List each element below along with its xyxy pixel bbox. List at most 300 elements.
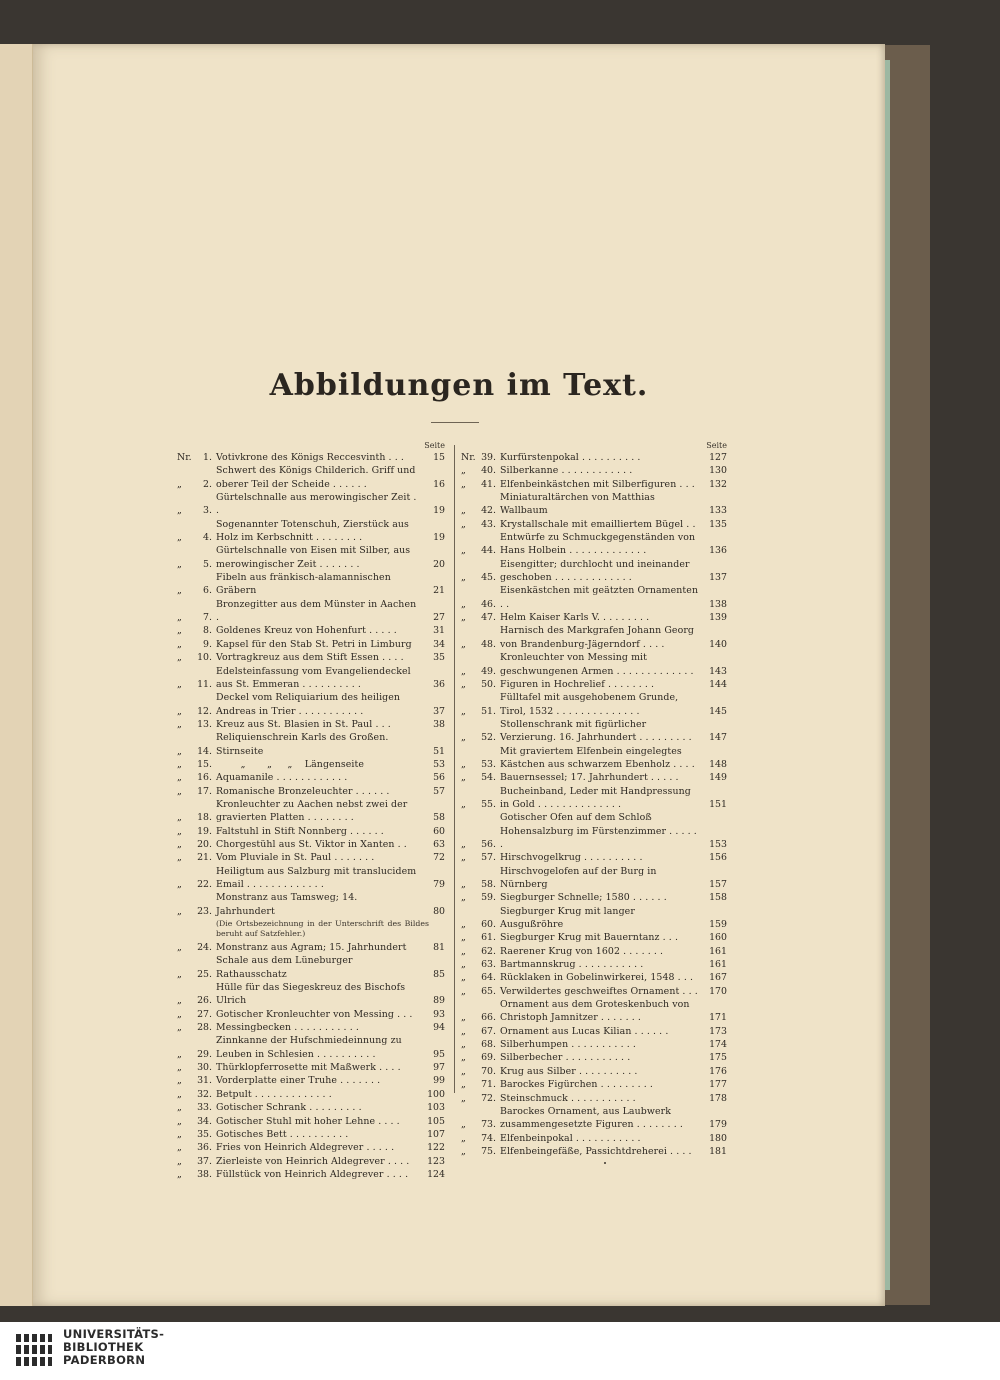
- entry-title: Siegburger Krug mit langer Ausgußröhre: [500, 905, 638, 931]
- entry-title: Gürtelschnalle von Eisen mit Silber, aus merowingischer Zeit . . . . . . .: [216, 545, 414, 570]
- toc-entry: [461, 718, 727, 745]
- entry-prefix: „: [461, 772, 466, 784]
- entry-prefix: „: [461, 1025, 466, 1037]
- entry-number: 6.: [203, 585, 212, 597]
- entry-number: 4.: [203, 532, 212, 544]
- entry-number: 29.: [197, 1048, 212, 1060]
- entry-prefix: „: [177, 718, 182, 730]
- entry-prefix: „: [177, 585, 182, 597]
- right-column: [461, 440, 727, 1158]
- entry-page: 178: [709, 1092, 727, 1104]
- entry-page: 161: [709, 959, 727, 971]
- entry-page: 144: [709, 678, 727, 690]
- entry-page: 93: [433, 1008, 445, 1020]
- entry-prefix: „: [461, 1052, 466, 1064]
- toc-entry: [177, 941, 445, 954]
- entry-title: Chorgestühl aus St. Viktor in Xanten . .: [216, 838, 407, 850]
- entry-prefix: Nr.: [461, 452, 476, 463]
- entry-prefix: „: [177, 745, 182, 757]
- toc-entry: [461, 851, 727, 864]
- entry-prefix: „: [177, 825, 182, 837]
- entry-page: 157: [709, 879, 727, 890]
- entry-number: 12.: [197, 705, 212, 717]
- toc-entry: [177, 544, 445, 571]
- toc-entry: [177, 718, 445, 731]
- entry-title: Ornament aus dem Groteskenbuch von Christoph Jamnitzer . . . . . . .: [500, 999, 693, 1024]
- toc-entry: [461, 1065, 727, 1078]
- entry-title: Romanische Bronzeleuchter . . . . . .: [216, 785, 390, 797]
- toc-entry: [461, 1078, 727, 1091]
- entry-page: 100: [427, 1088, 445, 1100]
- entry-number: 1.: [203, 452, 212, 463]
- toc-entry: [177, 825, 445, 838]
- entry-prefix: „: [177, 905, 182, 917]
- entry-page: 136: [709, 545, 727, 557]
- entry-prefix: „: [461, 1119, 466, 1131]
- entry-page: 135: [709, 518, 727, 530]
- entry-number: 8.: [203, 625, 212, 637]
- entry-page: 159: [709, 919, 727, 931]
- entry-prefix: „: [177, 1062, 182, 1074]
- entry-number: 63.: [481, 959, 496, 971]
- entry-title: Bronzegitter aus dem Münster in Aachen .: [216, 598, 420, 624]
- entry-prefix: „: [461, 518, 466, 530]
- seite-header-left: Seite: [424, 441, 445, 450]
- entry-prefix: „: [177, 879, 182, 890]
- entry-prefix: „: [461, 1039, 466, 1051]
- entry-page: 177: [709, 1079, 727, 1091]
- toc-entry: [177, 1061, 445, 1074]
- toc-entry: [461, 785, 727, 812]
- entry-title: Steinschmuck . . . . . . . . . . .: [500, 1092, 636, 1104]
- entry-number: 55.: [481, 798, 496, 810]
- entry-page: 20: [433, 558, 445, 570]
- logo-line-3: PADERBORN: [63, 1353, 146, 1367]
- column-divider: [454, 445, 455, 1093]
- entry-number: 45.: [481, 572, 496, 584]
- entry-page: 103: [427, 1102, 445, 1114]
- entry-page: 170: [709, 985, 727, 997]
- entry-page: 63: [433, 838, 445, 850]
- entry-number: 50.: [481, 678, 496, 690]
- entry-title: Kronleuchter von Messing mit geschwungenen Armen . . . . . . . . . . . . .: [500, 652, 694, 677]
- entry-page: 130: [709, 465, 727, 477]
- entry-title: Monstranz aus Tamsweg; 14. Jahrhundert: [216, 892, 361, 917]
- toc-entry: [177, 1168, 445, 1181]
- toc-entry: [461, 865, 727, 892]
- entry-title: Kapsel für den Stab St. Petri in Limburg: [216, 638, 412, 650]
- entry-prefix: „: [177, 758, 182, 770]
- entry-number: 35.: [197, 1128, 212, 1140]
- entry-page: 16: [433, 478, 445, 490]
- entry-page: 38: [433, 718, 445, 730]
- entry-title: Vom Pluviale in St. Paul . . . . . . .: [216, 852, 375, 864]
- entry-page: 179: [709, 1119, 727, 1131]
- entry-number: 51.: [481, 705, 496, 717]
- toc-entry: [461, 451, 727, 464]
- entry-prefix: „: [177, 852, 182, 864]
- entry-number: 67.: [481, 1025, 496, 1037]
- entry-title: Betpult . . . . . . . . . . . . .: [216, 1088, 332, 1100]
- entry-title: Gotischer Schrank . . . . . . . . .: [216, 1102, 362, 1114]
- entry-page: 85: [433, 968, 445, 980]
- entry-number: 58.: [481, 879, 496, 890]
- toc-entry: [177, 1115, 445, 1128]
- entry-title: Zierleiste von Heinrich Aldegrever . . . .: [216, 1155, 410, 1167]
- entry-number: 59.: [481, 892, 496, 904]
- entry-title: Kreuz aus St. Blasien in St. Paul . . .: [216, 718, 391, 730]
- toc-entry: [461, 1145, 727, 1158]
- entry-page: 143: [709, 665, 727, 677]
- entry-prefix: „: [461, 758, 466, 770]
- toc-entry: [177, 785, 445, 798]
- entry-title: Gotischer Stuhl mit hoher Lehne . . . .: [216, 1115, 400, 1127]
- entry-page: 97: [433, 1062, 445, 1074]
- entry-number: 9.: [203, 638, 212, 650]
- entry-number: 56.: [481, 838, 496, 850]
- entry-title: Gotisches Bett . . . . . . . . . .: [216, 1128, 349, 1140]
- entry-page: 36: [433, 678, 445, 690]
- entry-prefix: „: [177, 678, 182, 690]
- entry-title: Fries von Heinrich Aldegrever . . . . .: [216, 1142, 395, 1154]
- entry-prefix: „: [461, 465, 466, 477]
- entry-title: Faltstuhl in Stift Nonnberg . . . . . .: [216, 825, 384, 837]
- entry-number: 42.: [481, 505, 496, 517]
- entry-title: Votivkrone des Königs Reccesvinth . . .: [216, 452, 404, 463]
- entry-title: Barockes Ornament, aus Laubwerk zusammengesetzte Figuren . . . . . . . .: [500, 1105, 683, 1131]
- entry-prefix: „: [461, 959, 466, 971]
- entry-page: 31: [433, 625, 445, 637]
- entry-number: 14.: [197, 745, 212, 757]
- toc-entry: [461, 1132, 727, 1145]
- entry-page: 79: [433, 879, 445, 890]
- entry-number: 20.: [197, 838, 212, 850]
- entry-prefix: „: [461, 1065, 466, 1077]
- entry-number: 61.: [481, 932, 496, 944]
- entry-number: 28.: [197, 1022, 212, 1034]
- entry-title: Helm Kaiser Karls V. . . . . . . . .: [500, 612, 650, 624]
- toc-entry: [461, 611, 727, 624]
- toc-entry: [177, 1141, 445, 1154]
- entry-number: 74.: [481, 1132, 496, 1144]
- entry-number: 30.: [197, 1062, 212, 1074]
- toc-entry: [461, 1038, 727, 1051]
- entry-page: 160: [709, 932, 727, 944]
- entry-title: Heiligtum aus Salzburg mit translucidem Email . . . . . . . . . . . . .: [216, 865, 420, 890]
- entry-page: 171: [709, 1012, 727, 1024]
- entry-prefix: „: [461, 505, 466, 517]
- entry-prefix: „: [177, 478, 182, 490]
- entry-page: 99: [433, 1075, 445, 1087]
- entry-title: Elfenbeinkästchen mit Silberfiguren . . .: [500, 478, 695, 490]
- entry-title: Figuren in Hochrelief . . . . . . . .: [500, 678, 655, 690]
- entry-page: 15: [433, 452, 445, 463]
- page-title: Abbildungen im Text.: [269, 368, 649, 403]
- entry-page: 140: [709, 638, 727, 650]
- entry-page: 147: [709, 732, 727, 744]
- entry-number: 7.: [203, 612, 212, 624]
- entry-number: 64.: [481, 972, 496, 984]
- toc-entry: [461, 745, 727, 772]
- toc-entry: [461, 491, 727, 518]
- entry-prefix: „: [461, 932, 466, 944]
- entry-title: Silberhumpen . . . . . . . . . . .: [500, 1039, 636, 1051]
- entry-prefix: „: [177, 1048, 182, 1060]
- entry-page: 176: [709, 1065, 727, 1077]
- entry-title: Eisengitter; durchlocht und ineinander geschoben . . . . . . . . . . . . .: [500, 558, 693, 584]
- entry-page: 167: [709, 972, 727, 984]
- entry-page: 161: [709, 945, 727, 957]
- entry-title: Schwert des Königs Childerich. Griff und oberer Teil der Scheide . . . . . .: [216, 465, 419, 490]
- toc-entry: [461, 971, 727, 984]
- entry-page: 138: [709, 598, 727, 610]
- entry-prefix: „: [177, 532, 182, 544]
- entry-number: 53.: [481, 758, 496, 770]
- toc-entry: [461, 478, 727, 491]
- entry-number: 3.: [203, 505, 212, 517]
- entry-page: 123: [427, 1155, 445, 1167]
- entry-prefix: „: [177, 968, 182, 980]
- entry-number: 2.: [203, 478, 212, 490]
- entry-page: 72: [433, 852, 445, 864]
- entry-prefix: Nr.: [177, 452, 192, 463]
- entry-title: Hirschvogelkrug . . . . . . . . . .: [500, 852, 643, 864]
- entry-prefix: „: [461, 892, 466, 904]
- entry-page: 173: [709, 1025, 727, 1037]
- entry-prefix: „: [461, 798, 466, 810]
- entry-page: 37: [433, 705, 445, 717]
- entry-page: 19: [433, 532, 445, 544]
- entry-title: Siegburger Krug mit Bauerntanz . . .: [500, 932, 679, 944]
- entry-number: 11.: [197, 678, 212, 690]
- entry-number: 48.: [481, 638, 496, 650]
- entry-page: 56: [433, 772, 445, 784]
- book-page: [33, 44, 885, 1306]
- toc-entry: [461, 1092, 727, 1105]
- entry-number: 13.: [197, 718, 212, 730]
- entry-page: 27: [433, 612, 445, 624]
- toc-entry: [177, 731, 445, 758]
- entry-prefix: „: [177, 1115, 182, 1127]
- entry-number: 18.: [197, 812, 212, 824]
- entry-page: 81: [433, 942, 445, 954]
- entry-prefix: „: [177, 1102, 182, 1114]
- entry-prefix: „: [177, 995, 182, 1007]
- entry-title: Ornament aus Lucas Kilian . . . . . .: [500, 1025, 669, 1037]
- entry-prefix: „: [177, 1075, 182, 1087]
- entry-number: 5.: [203, 558, 212, 570]
- library-logo-icon: [14, 1330, 54, 1370]
- entry-page: 60: [433, 825, 445, 837]
- entry-page: 95: [433, 1048, 445, 1060]
- entry-prefix: „: [177, 1022, 182, 1034]
- entry-title: Edelsteinfassung vom Evangeliendeckel aus St. Emmeran . . . . . . . . . .: [216, 665, 414, 690]
- toc-entry: [177, 1008, 445, 1021]
- toc-entry: [177, 771, 445, 784]
- entry-number: 70.: [481, 1065, 496, 1077]
- previous-page-edge: [0, 44, 33, 1306]
- entry-title: Fibeln aus fränkisch-alamannischen Gräbern: [216, 572, 394, 597]
- entry-page: 180: [709, 1132, 727, 1144]
- entry-prefix: „: [461, 1079, 466, 1091]
- entry-number: 41.: [481, 478, 496, 490]
- toc-entry: [177, 851, 445, 864]
- toc-entry: [461, 998, 727, 1025]
- entry-page: 34: [433, 638, 445, 650]
- entry-prefix: „: [461, 919, 466, 931]
- entry-title: Gotischer Ofen auf dem Schloß Hohensalzburg im Fürstenzimmer . . . . . .: [500, 812, 700, 850]
- entry-number: 44.: [481, 545, 496, 557]
- entry-page: 139: [709, 612, 727, 624]
- entry-number: 47.: [481, 612, 496, 624]
- entry-number: 75.: [481, 1145, 496, 1157]
- toc-entry: [461, 905, 727, 932]
- entry-prefix: „: [461, 665, 466, 677]
- entry-prefix: „: [461, 598, 466, 610]
- entry-page: 57: [433, 785, 445, 797]
- entry-number: 72.: [481, 1092, 496, 1104]
- entry-prefix: „: [177, 785, 182, 797]
- entry-page: 89: [433, 995, 445, 1007]
- entry-page: 153: [709, 838, 727, 850]
- toc-entry: [461, 584, 727, 611]
- entry-number: 46.: [481, 598, 496, 610]
- entry-title: Krug aus Silber . . . . . . . . . .: [500, 1065, 638, 1077]
- entry-title: Deckel vom Reliquiarium des heiligen Andreas in Trier . . . . . . . . . . .: [216, 692, 404, 717]
- toc-entry: [177, 954, 445, 981]
- entry-prefix: „: [177, 638, 182, 650]
- entry-title: Bucheinband, Leder mit Handpressung in Gold . . . . . . . . . . . . . .: [500, 785, 694, 810]
- toc-entry: [461, 811, 727, 851]
- entry-title: Gotischer Kronleuchter von Messing . . .: [216, 1008, 413, 1020]
- entry-number: 49.: [481, 665, 496, 677]
- entry-title: Krystallschale mit emailliertem Bügel . .: [500, 518, 696, 530]
- entry-number: 65.: [481, 985, 496, 997]
- entry-prefix: „: [461, 572, 466, 584]
- entry-title: Kronleuchter zu Aachen nebst zwei der gravierten Platten . . . . . . . .: [216, 798, 411, 824]
- toc-entry: [177, 891, 445, 918]
- entry-page: 133: [709, 505, 727, 517]
- entry-page: 181: [709, 1145, 727, 1157]
- entry-prefix: „: [177, 1142, 182, 1154]
- entry-prefix: „: [461, 985, 466, 997]
- entry-prefix: „: [461, 638, 466, 650]
- entry-title: Eisenkästchen mit geätzten Ornamenten . .: [500, 585, 702, 610]
- toc-entry: [177, 1021, 445, 1034]
- toc-entry: [177, 624, 445, 637]
- library-logo-text: [63, 1328, 164, 1367]
- entry-title: Kurfürstenpokal . . . . . . . . . .: [500, 452, 641, 463]
- toc-entry: [177, 638, 445, 651]
- left-column: [177, 440, 445, 1181]
- entry-prefix: „: [177, 705, 182, 717]
- entry-number: 24.: [197, 942, 212, 954]
- entry-number: 37.: [197, 1155, 212, 1167]
- entry-title: Füllstück von Heinrich Aldegrever . . . .: [216, 1168, 409, 1180]
- entry-page: 19: [433, 505, 445, 517]
- toc-entry: [177, 1155, 445, 1168]
- entry-page: 53: [433, 758, 445, 770]
- entry-title: Barockes Figürchen . . . . . . . . .: [500, 1079, 654, 1091]
- entry-number: 23.: [197, 905, 212, 917]
- entry-page: 137: [709, 572, 727, 584]
- entry-note: (Die Ortsbezeichnung in der Unterschrift des Bildes beruht auf Satzfehler.): [216, 919, 429, 939]
- entry-title: Harnisch des Markgrafen Johann Georg von Brandenburg-Jägerndorf . . . .: [500, 625, 698, 650]
- entry-number: 16.: [197, 772, 212, 784]
- entry-title: Entwürfe zu Schmuckgegenständen von Hans Holbein . . . . . . . . . . . . .: [500, 532, 699, 557]
- entry-prefix: „: [461, 678, 466, 690]
- entry-title: Siegburger Schnelle; 1580 . . . . . .: [500, 892, 667, 904]
- toc-entry: [461, 518, 727, 531]
- logo-line-1: UNIVERSITÄTS-: [63, 1327, 165, 1341]
- entry-title: Bauernsessel; 17. Jahrhundert . . . . .: [500, 772, 679, 784]
- toc-entry: [461, 771, 727, 784]
- entry-number: 40.: [481, 465, 496, 477]
- entry-prefix: „: [461, 705, 466, 717]
- entry-page: 175: [709, 1052, 727, 1064]
- entry-page: 58: [433, 812, 445, 824]
- toc-entry: [177, 798, 445, 825]
- toc-entry: [177, 1101, 445, 1114]
- logo-line-2: BIBLIOTHEK: [63, 1340, 144, 1354]
- toc-entry: [177, 491, 445, 518]
- entry-number: 27.: [197, 1008, 212, 1020]
- entry-page: 80: [433, 905, 445, 917]
- entry-title: Bartmannskrug . . . . . . . . . . .: [500, 959, 644, 971]
- toc-entry: [177, 651, 445, 664]
- entry-title: Goldenes Kreuz von Hohenfurt . . . . .: [216, 625, 397, 637]
- entry-prefix: „: [461, 1145, 466, 1157]
- toc-entry: [177, 451, 445, 464]
- entry-prefix: „: [461, 879, 466, 890]
- entry-title: Gürtelschnalle aus merowingischer Zeit . .: [216, 492, 420, 517]
- toc-entry: [177, 1074, 445, 1087]
- entry-title: Messingbecken . . . . . . . . . . .: [216, 1022, 359, 1034]
- entry-prefix: „: [461, 1092, 466, 1104]
- entry-page: 174: [709, 1039, 727, 1051]
- entry-number: 66.: [481, 1012, 496, 1024]
- toc-entry: [177, 981, 445, 1008]
- entry-page: 107: [427, 1128, 445, 1140]
- entry-title: „ „ „ Längenseite: [216, 758, 365, 770]
- entry-prefix: „: [461, 972, 466, 984]
- entry-title: Fülltafel mit ausgehobenem Grunde, Tirol, 1532 . . . . . . . . . . . . . .: [500, 692, 682, 717]
- entry-number: 22.: [197, 879, 212, 890]
- toc-entry: [461, 931, 727, 944]
- toc-entry: [177, 1088, 445, 1101]
- entry-title: Vorderplatte einer Truhe . . . . . . .: [216, 1075, 381, 1087]
- entry-title: Mit graviertem Elfenbein eingelegtes Kästchen aus schwarzem Ebenholz . . . .: [500, 745, 695, 770]
- entry-title: Rücklaken in Gobelinwirkerei, 1548 . . .: [500, 972, 694, 984]
- entry-title: Silberbecher . . . . . . . . . . .: [500, 1052, 631, 1064]
- entry-title: Reliquienschrein Karls des Großen. Stirnseite: [216, 732, 392, 757]
- entry-prefix: „: [177, 625, 182, 637]
- toc-entry: [177, 518, 445, 545]
- toc-entry: [461, 1105, 727, 1132]
- toc-entry: [461, 1051, 727, 1064]
- entry-number: 60.: [481, 919, 496, 931]
- entry-prefix: „: [177, 1168, 182, 1180]
- entry-number: 57.: [481, 852, 496, 864]
- entry-prefix: „: [177, 1155, 182, 1167]
- entry-title: Elfenbeingefäße, Passichtdreherei . . . .: [500, 1145, 692, 1157]
- entry-prefix: „: [177, 772, 182, 784]
- toc-entry: [461, 691, 727, 718]
- entry-page: 148: [709, 758, 727, 770]
- entry-title: Elfenbeinpokal . . . . . . . . . . .: [500, 1132, 641, 1144]
- toc-entry: [461, 558, 727, 585]
- toc-entry: [177, 758, 445, 771]
